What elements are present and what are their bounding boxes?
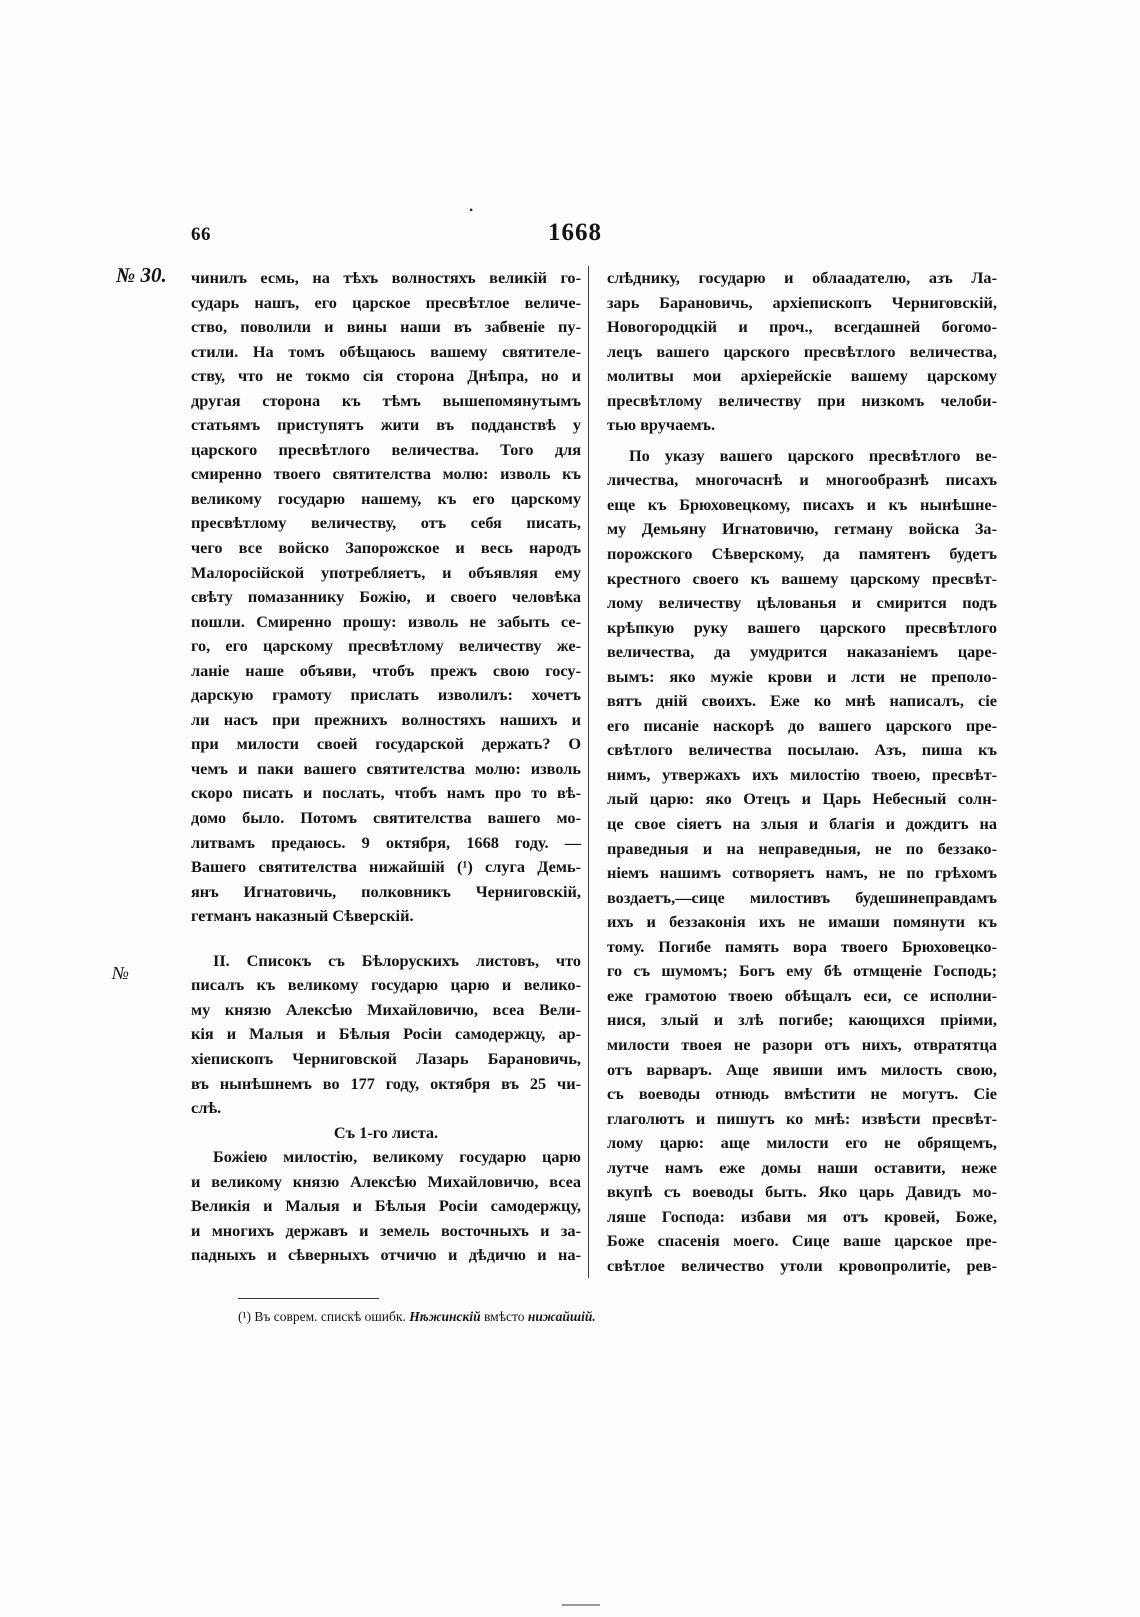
right-line: тью вручаемъ. [607,415,716,435]
left-line: ство, поволили и вины наши въ забвеніе пу- [191,317,581,337]
left-line: Вашего святителства нижайшій (¹) слуга Демь- [191,857,581,877]
left-line: стили. На томъ обѣщаюсь вашему святителе- [191,341,581,361]
sheet-heading: Съ 1-го листа. [333,1122,439,1142]
paragraph-line: нимъ, утвержахъ ихъ милостію твоею, пресвѣт- [607,764,997,784]
right-line: пресвѣтлому величеству при низкомъ челоби- [607,390,997,410]
paragraph-line: личества, многочаснѣ и многообразнѣ писахъ [607,470,997,490]
left-line: скоро писать и послать, чтобъ намъ про то вѣ- [191,783,581,803]
paragraph-line: му Демьяну Игнатовичю, гетману войска За- [607,519,997,539]
footnote-marker: (¹) [238,1309,252,1324]
left-line: чего все войско Запорожское и весь народъ [191,538,581,558]
paragraph-line: крестного своего къ вашему царскому пресвѣт- [607,568,997,588]
column-divider [588,266,589,1278]
left-line: пошли. Смиренно прошу: изволь не забыть се- [191,611,581,631]
page-number: 66 [191,224,211,245]
paragraph-line: вымъ: яко мужіе крови и лсти не преполо- [607,666,997,686]
paragraph-line: съ воеводы отнюдь вмѣстити не могутъ. Сіе [607,1084,997,1104]
left-column [191,266,581,1268]
left-line: чемъ и паки вашего святителства молю: изволь [191,758,581,778]
letter-line: Божіею милостію, великому государю царю [213,1147,581,1167]
paragraph-line: крѣпкую руку вашего царского пресвѣтлого [607,617,997,637]
left-line: домо было. Потомъ святителства вашего мо- [191,808,581,828]
paragraph-line: порожского Сѣверскому, да памятенъ будетъ [607,544,997,564]
right-line: молитвы мои архіерейскіе вашему царскому [607,366,997,386]
document-number-marker: № 30. [116,263,167,287]
right-line: лецъ вашего царского пресвѣтлого величества, [607,341,997,361]
page-year-heading [0,219,1140,247]
paragraph-line: По указу вашего царского пресвѣтлого ве- [629,445,997,465]
left-line: дарскую грамоту прислать изволилъ: хочетъ [191,685,581,705]
left-line: свѣту помазаннику Божію, и своего человѣка [191,587,581,607]
right-line: слѣднику, государю и облаадателю, азъ Ла- [607,268,997,287]
letter-line: и многихъ державъ и земель восточныхъ и за- [191,1220,581,1240]
paragraph-line: го съ шумомъ; Богъ ему бѣ отмщеніе Господь; [607,961,997,981]
paragraph-line: свѣтлое величество утоли кровопролитіе, рев- [607,1255,997,1275]
left-line: чинилъ есмь, на тѣхъ волностяхъ великій го- [191,268,581,287]
right-column [607,266,997,1278]
left-line: ли насъ при прежнихъ волностяхъ нашихъ и [191,709,581,729]
paragraph-line: Боже спасенія моего. Сице ваше царское пре- [607,1231,997,1251]
paragraph-line: еще къ Брюховецкому, писахъ и къ нынѣшне- [607,494,997,514]
paragraph-line: вкупѣ съ воеводы быть. Яко царь Давидъ мо- [607,1182,997,1202]
paragraph-line: нися, злый и злѣ погибе; кающихся пріими, [607,1010,997,1030]
footer-mark [562,1604,600,1606]
right-line: зарь Барановичь, архіепископъ Черниговскій, [607,292,997,312]
paragraph-line: отъ варваръ. Аще явиши имъ милость свою, [607,1059,997,1079]
paragraph-line: лому величеству цѣлованья и смирится подъ [607,593,997,613]
left-line: смиренно твоего святителства молю: изволь къ [191,464,581,484]
margin-mark: № [112,963,129,983]
paragraph-line: тому. Погибе память вора твоего Брюховецко- [607,936,997,956]
paragraph-line: ляше Господа: избави мя отъ кровей, Боже, [607,1206,997,1226]
paragraph-line: глаголютъ и пишутъ ко мнѣ: извѣсти пресвѣт- [607,1108,997,1128]
footnote-text: Въ соврем. спискѣ ошибк. [254,1309,406,1324]
paragraph-line: еже грамотою твоею обѣщалъ еси, се исполни- [607,985,997,1005]
left-line: при милости своей государской держать? О [191,734,581,754]
left-line: литвамъ предаюсь. 9 октября, 1668 году. — [191,832,581,852]
section-line: хіепископъ Черниговской Лазарь Барановичь, [191,1048,581,1068]
section-line: въ нынѣшнемъ во 177 году, октября въ 25 чи- [191,1073,581,1093]
paragraph-line: ихъ и беззаконія ихъ не имаши помянути къ [607,912,997,932]
left-line: пресвѣтлому величеству, отъ себя писать, [191,513,581,533]
footnote-italic-word: Нѣжинскій [409,1309,481,1324]
letter-line: и великому князю Алексѣю Михайловичю, всеа [191,1171,581,1191]
left-line: ству, что не токмо сія сторона Днѣпра, но и [191,366,581,386]
section-line: му князю Алексѣю Михайловичю, всеа Вели- [191,999,581,1019]
footnote-middle: вмѣсто [484,1309,525,1324]
right-line: Новогородцкій и проч., всегдашней богомо- [607,317,997,337]
left-line: сударь нашъ, его царское пресвѣтлое величе- [191,292,581,312]
left-line: Малоросійской употребляетъ, и объявляя ему [191,562,581,582]
paragraph-line: величества, да умудрится наказаніемъ царе- [607,642,997,662]
left-line: другая сторона къ тѣмъ вышепомянутымъ [191,390,581,410]
paragraph-line: свѣтлого величества посылаю. Азъ, пиша къ [607,740,997,760]
print-speck: • [469,203,474,217]
left-line: янъ Игнатовичь, полковникъ Черниговскій, [191,881,581,901]
left-line: гетманъ наказный Сѣверскій. [191,906,414,926]
left-line: царского пресвѣтлого величества. Того для [191,439,581,459]
paragraph-line: лый царю: яко Отецъ и Царь Небесный солн- [607,789,997,809]
left-line: статьямъ приступятъ жити въ подданствѣ у [191,415,581,435]
footnote [238,1309,596,1325]
paragraph-line: це свое сіяетъ на злыя и благія и дождитъ на [607,814,997,834]
footnote-rule [238,1298,379,1299]
left-line: го, его царскому пресвѣтлому величеству же- [191,636,581,656]
paragraph-line: праведныя и на неправедныя, не по беззако- [607,838,997,858]
paragraph-line: ніемъ нашимъ сотворяетъ намъ, не по грѣхомъ [607,863,997,883]
section-line: кія и Малыя и Бѣлыя Росіи самодержцу, ар- [191,1024,581,1044]
section-line: II. Списокъ съ Бѣлорускихъ листовъ, что [213,950,581,970]
footnote-italic-word-2: нижайшій. [527,1309,596,1324]
paragraph-line: лутче намъ еже домы наши оставити, неже [607,1157,997,1177]
paragraph-line: его писаніе наскорѣ до вашего царского пре- [607,715,997,735]
year-text: 1668 [548,219,602,246]
paragraph-line: воздаетъ,—сице милостивъ будешинеправдамъ [607,887,997,907]
section-line: слѣ. [191,1098,222,1118]
left-line: ланіе наше объяви, чтобъ прежъ свою госу- [191,660,581,680]
paragraph-gap [191,929,581,949]
left-line: великому государю нашему, къ его царскому [191,488,581,508]
paragraph-line: лому царю: аще милости его не обрящемъ, [607,1133,997,1153]
paragraph-line: милости твоея не разори отъ нихъ, отвратятца [607,1034,997,1054]
letter-line: падныхъ и сѣверныхъ отчичю и дѣдичю и на- [191,1245,581,1265]
paragraph-line: вятъ дній своихъ. Еже ко мнѣ написалъ, сіе [607,691,997,711]
letter-line: Великія и Малыя и Бѣлыя Росіи самодержцу, [191,1196,581,1216]
section-line: писалъ къ великому государю царю и велико- [191,975,581,995]
